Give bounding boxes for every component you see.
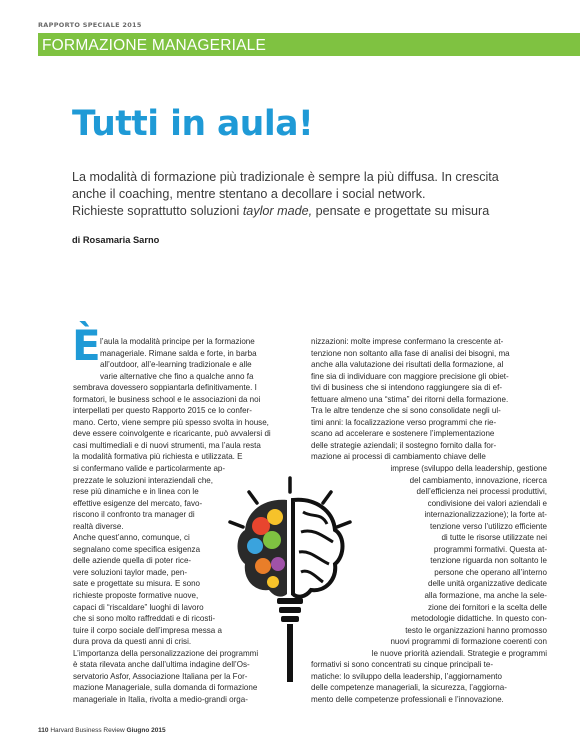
body-text-line: manageriale in Italia, rivolta a medio-grandi orga- bbox=[73, 694, 248, 704]
body-text-line: sate e progettate su misura. E sono bbox=[73, 579, 201, 589]
body-text-line: Tra le altre tendenze che si sono consolidate negli ul- bbox=[311, 406, 501, 416]
body-text-line: imprese (sviluppo della leadership, gestione bbox=[390, 464, 547, 474]
body-text-line: prezzate le soluzioni interaziendali che, bbox=[73, 475, 214, 485]
body-text-line: tenzione non soltanto alla fase di analisi dei bisogni, ma bbox=[311, 348, 510, 358]
body-text-line: scano ad accelerare e sostenere l’implementazione bbox=[311, 429, 495, 439]
body-text-line: le nuove priorità aziendali. Strategie e programmi bbox=[371, 648, 547, 658]
body-text-line: timi anni: la focalizzazione verso programmi che rie- bbox=[311, 417, 497, 427]
body-text-line: effettive esigenze del mercato, favo- bbox=[73, 498, 203, 508]
standfirst bbox=[72, 169, 542, 220]
body-text-line: nuovi programmi di formazione coerenti con bbox=[390, 637, 547, 647]
body-text-line: alla formazione, ma anche la sele- bbox=[424, 591, 547, 601]
standfirst-line: anche il coaching, mentre stentano a decollare i social network. bbox=[72, 187, 426, 201]
magazine-name: Harvard Business Review bbox=[50, 727, 125, 734]
report-label: RAPPORTO SPECIALE 2015 bbox=[38, 21, 142, 29]
body-text-line: fine sia di individuare con maggiore precisione gli obiet- bbox=[311, 371, 509, 381]
body-text-line: di tutte le risorse utilizzate nei bbox=[441, 533, 547, 543]
body-text-line: mazione ai processi di cambiamento chiave delle bbox=[311, 452, 486, 462]
body-text-line: deve essere coinvolgente e ricaricante, può avvalersi di bbox=[73, 429, 271, 439]
standfirst-line: Richieste soprattutto soluzioni taylor made, pensate e progettate su misura bbox=[72, 204, 490, 218]
body-text-line: è stata rilevata anche dall’ultima indagine dell’Os- bbox=[73, 660, 250, 670]
brain-right-icon bbox=[293, 500, 343, 597]
body-text-line: segnalano come specifica esigenza bbox=[73, 544, 201, 554]
body-text-line: tenzione verso l’utilizzo efficiente bbox=[429, 521, 547, 531]
section-title: FORMAZIONE MANAGERIALE bbox=[42, 37, 267, 54]
body-text-line: mento delle competenze professionali e l’innovazione. bbox=[311, 694, 504, 704]
brain-left-icon bbox=[238, 500, 288, 597]
body-text-line: rese più dinamiche e in linea con le bbox=[73, 487, 199, 497]
body-text-line: all’outdoor, all’e-learning tradizionale e alle bbox=[100, 360, 252, 370]
body-text-line: persone che operano all’interno bbox=[434, 567, 547, 577]
body-text-line: L’importanza della personalizzazione dei programmi bbox=[73, 648, 259, 658]
body-text-line: la modalità formativa più richiesta e utilizzata. E bbox=[73, 452, 243, 462]
body-text-line: che si sono molto raffreddati e di ricosti- bbox=[73, 614, 216, 624]
body-text-line: metodologie didattiche. In questo con- bbox=[411, 614, 547, 624]
byline: di Rosamaria Sarno bbox=[72, 235, 160, 245]
body-text-line: realtà diverse. bbox=[73, 521, 124, 531]
body-text-line: mano. Certo, viene sempre più spesso svolta in house, bbox=[73, 417, 269, 427]
body-text-line: mazione Manageriale, sulla domanda di formazione bbox=[73, 683, 258, 693]
body-text-line: vere soluzioni taylor made, pen- bbox=[73, 567, 188, 577]
body-text-line: dell’efficienza nei processi produttivi, bbox=[416, 487, 547, 497]
body-text-line: casi multimediali e di nuovi strumenti, ma l’aula resta bbox=[73, 440, 261, 450]
body-text-line: richieste proposte formative nuove, bbox=[73, 591, 199, 601]
section-bar bbox=[38, 33, 580, 56]
body-text-line: condivisione dei valori aziendali e bbox=[427, 498, 547, 508]
body-text-line: capaci di “riscaldare” luoghi di lavoro bbox=[73, 602, 204, 612]
standfirst-line: La modalità di formazione più tradizionale è sempre la più diffusa. In crescita bbox=[72, 170, 499, 184]
bulb-base-icon bbox=[277, 598, 303, 682]
body-text-line: tuire il corpo sociale dell’impresa messa a bbox=[73, 625, 222, 635]
body-text-line: del cambiamento, innovazione, ricerca bbox=[409, 475, 547, 485]
body-text-line: formatori, le business school e le associazioni da noi bbox=[73, 394, 261, 404]
article-title: Tutti in aula! bbox=[72, 104, 314, 144]
body-text-line: tenzione riguarda non soltanto le bbox=[430, 556, 547, 566]
body-text-line: formativi si sono concentrati su cinque principali te- bbox=[311, 660, 494, 670]
page-number: 110 bbox=[38, 727, 49, 734]
body-text-line: varie alternative che fino a qualche anno fa bbox=[100, 371, 254, 381]
body-text-line: interpellati per questo Rapporto 2015 ce lo confer- bbox=[73, 406, 252, 416]
page-footer bbox=[38, 727, 166, 734]
body-text-line: tivi di business che si intendono raggiungere sia di ef- bbox=[311, 383, 503, 393]
body-text-line: l’aula la modalità principe per la formazione bbox=[100, 337, 255, 346]
body-text-line: internazionalizzazione); la forte at- bbox=[424, 510, 547, 520]
drop-cap: È bbox=[72, 321, 101, 370]
body-text-line: nizzazioni: molte imprese confermano la crescente at- bbox=[311, 337, 504, 346]
body-text-line: dura prova da questi anni di crisi. bbox=[73, 637, 192, 647]
body-text-line: programmi formativi. Questa at- bbox=[433, 544, 547, 554]
body-text-line: delle strategie aziendali; il sostegno fornito dalla for- bbox=[311, 440, 497, 450]
body-text-line: delle unità organizzative dedicate bbox=[428, 579, 547, 589]
body-text-line: fettuare almeno una “stima” dei ritorni della formazione. bbox=[311, 394, 509, 404]
lightbulb-brain-illustration bbox=[225, 472, 355, 682]
body-text-line: sembrava dovessero soppiantarla definitivamente. I bbox=[73, 383, 257, 393]
body-text-line: manageriale. Rimane salda e forte, in barba bbox=[100, 348, 257, 358]
body-text-line: testo le organizzazioni hanno promosso bbox=[405, 625, 547, 635]
body-text-line: si confermano valide e particolarmente ap- bbox=[73, 464, 226, 474]
body-text-line: delle competenze manageriali, la sicurezza, l’aggiorna- bbox=[311, 683, 507, 693]
issue-date: Giugno 2015 bbox=[126, 727, 166, 734]
body-text-line: delle aziende quella di poter rice- bbox=[73, 556, 192, 566]
body-text-line: zione dei fornitori e la scelta delle bbox=[428, 602, 547, 612]
body-text-line: riscono il confronto tra manager di bbox=[73, 510, 195, 520]
body-text-line: Anche quest’anno, comunque, ci bbox=[73, 533, 190, 543]
body-text-line: matiche: lo sviluppo della leadership, l’aggiornamento bbox=[311, 671, 503, 681]
body-text-line: anche alla valutazione dei risultati della formazione, al bbox=[311, 360, 504, 370]
body-text-line: servatorio Asfor, Associazione Italiana per la For- bbox=[73, 671, 248, 681]
